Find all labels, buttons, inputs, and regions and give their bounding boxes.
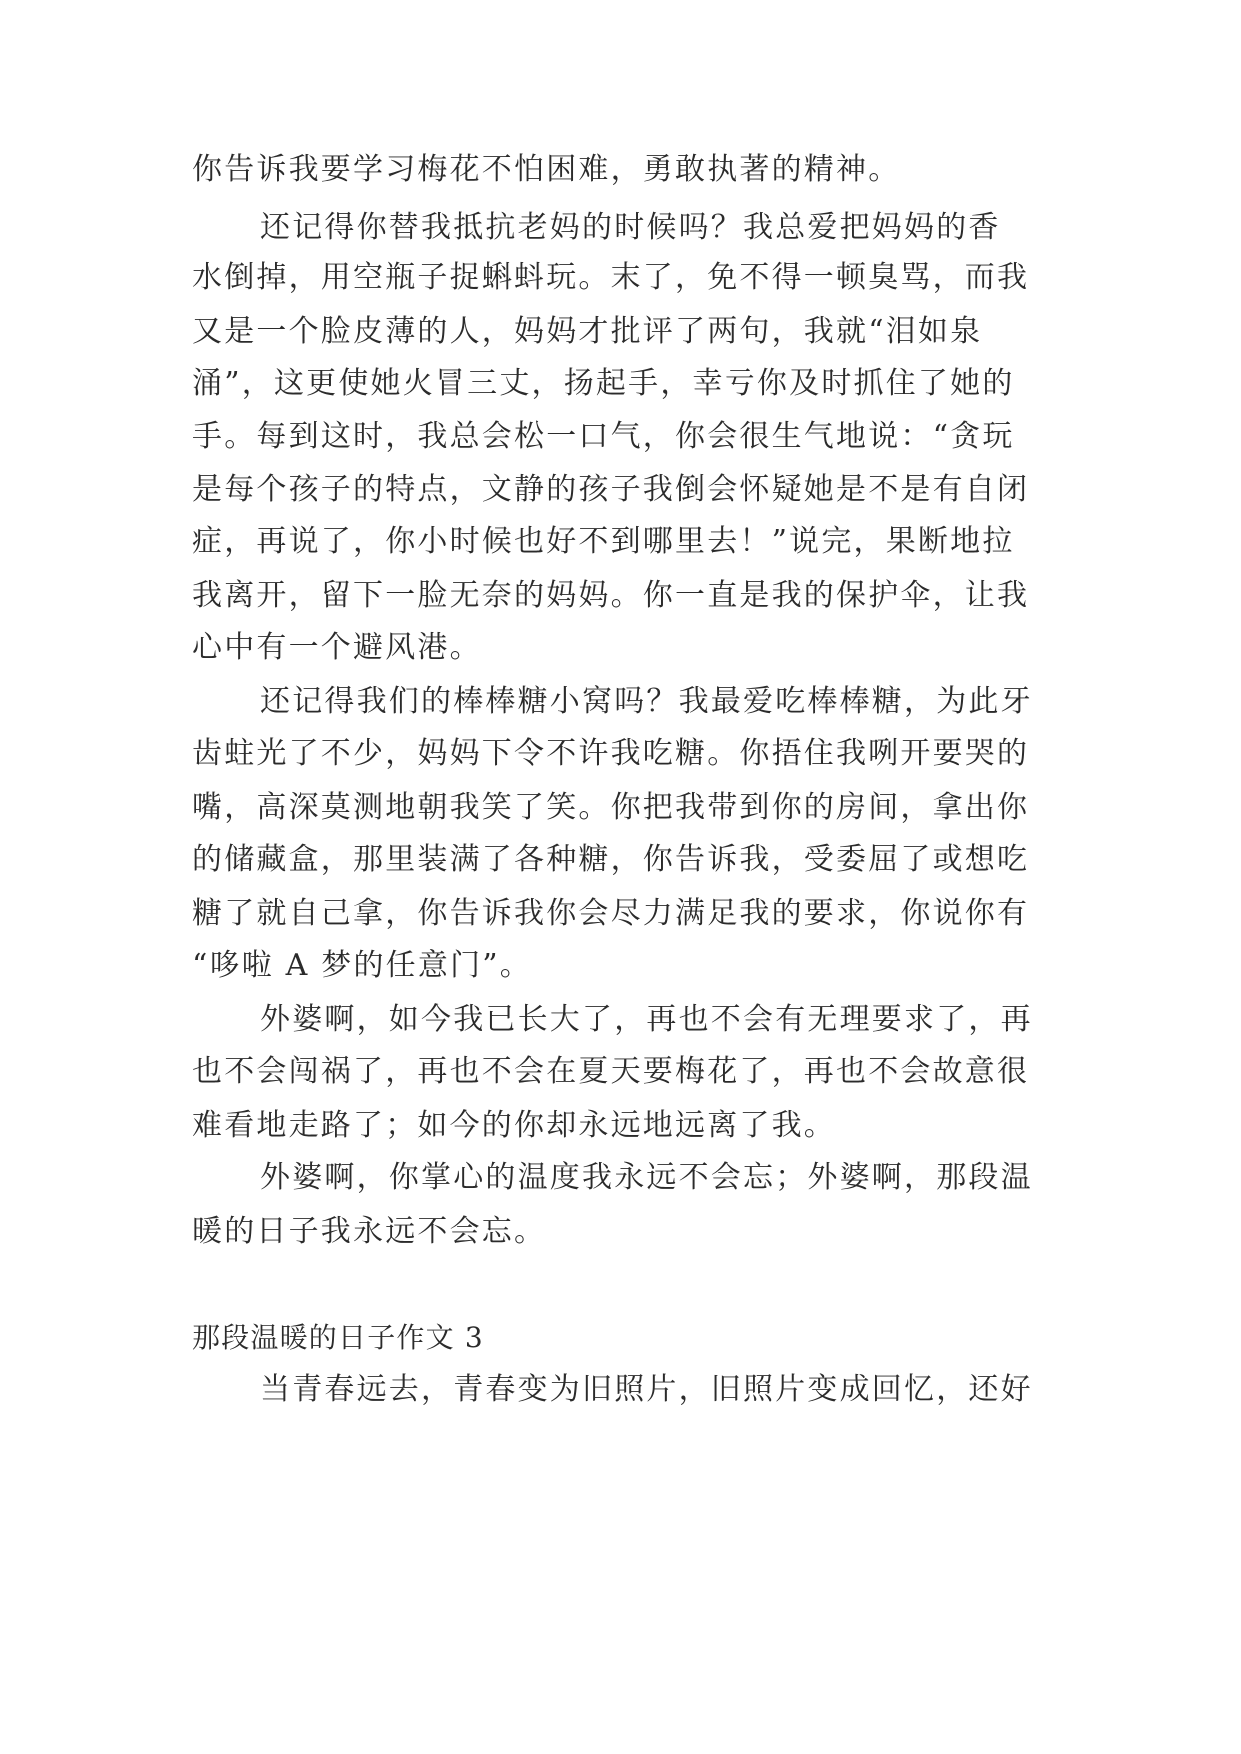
text-line: 我离开，留下一脸无奈的妈妈。你一直是我的保护伞，让我 — [192, 578, 1030, 613]
text-line: 又是一个脸皮薄的人，妈妈才批评了两句，我就“泪如泉 — [192, 314, 983, 349]
text-line: 的储藏盒，那里装满了各种糖，你告诉我，受委屈了或想吃 — [192, 842, 1030, 877]
text-line: 你告诉我要学习梅花不怕困难，勇敢执著的精神。 — [192, 152, 901, 187]
text-line: 糖了就自己拿，你告诉我你会尽力满足我的要求，你说你有 — [192, 896, 1030, 931]
text-line: 嘴，高深莫测地朝我笑了笑。你把我带到你的房间，拿出你 — [192, 790, 1030, 825]
text-line: 也不会闯祸了，再也不会在夏天要梅花了，再也不会故意很 — [192, 1054, 1030, 1089]
text-line: 是每个孩子的特点，文静的孩子我倒会怀疑她是不是有自闭 — [192, 472, 1030, 507]
section-heading: 那段温暖的日子作文 3 — [192, 1321, 484, 1354]
text-line: 水倒掉，用空瓶子捉蝌蚪玩。末了，免不得一顿臭骂，而我 — [192, 260, 1030, 295]
paragraph-first-line: 外婆啊，如今我已长大了，再也不会有无理要求了，再 — [260, 1002, 1033, 1037]
text-line: 涌”，这更使她火冒三丈，扬起手，幸亏你及时抓住了她的 — [192, 366, 1015, 401]
text-line: 手。每到这时，我总会松一口气，你会很生气地说：“贪玩 — [192, 419, 1015, 454]
text-line: 症，再说了，你小时候也好不到哪里去！”说完，果断地拉 — [192, 524, 1015, 559]
text-line: 齿蛀光了不少，妈妈下令不许我吃糖。你捂住我咧开要哭的 — [192, 736, 1030, 771]
paragraph-first-line: 外婆啊，你掌心的温度我永远不会忘；外婆啊，那段温 — [260, 1160, 1033, 1195]
text-line: 难看地走路了；如今的你却永远地远离了我。 — [192, 1108, 836, 1143]
text-line: “哆啦 A 梦的任意门”。 — [192, 948, 533, 983]
text-line: 暖的日子我永远不会忘。 — [192, 1214, 547, 1249]
text-line: 心中有一个避风港。 — [192, 630, 482, 665]
paragraph-first-line: 还记得我们的棒棒糖小窝吗？我最爱吃棒棒糖，为此牙 — [260, 684, 1033, 719]
paragraph-first-line: 当青春远去，青春变为旧照片，旧照片变成回忆，还好 — [260, 1372, 1033, 1407]
paragraph-first-line: 还记得你替我抵抗老妈的时候吗？我总爱把妈妈的香 — [260, 210, 1001, 245]
